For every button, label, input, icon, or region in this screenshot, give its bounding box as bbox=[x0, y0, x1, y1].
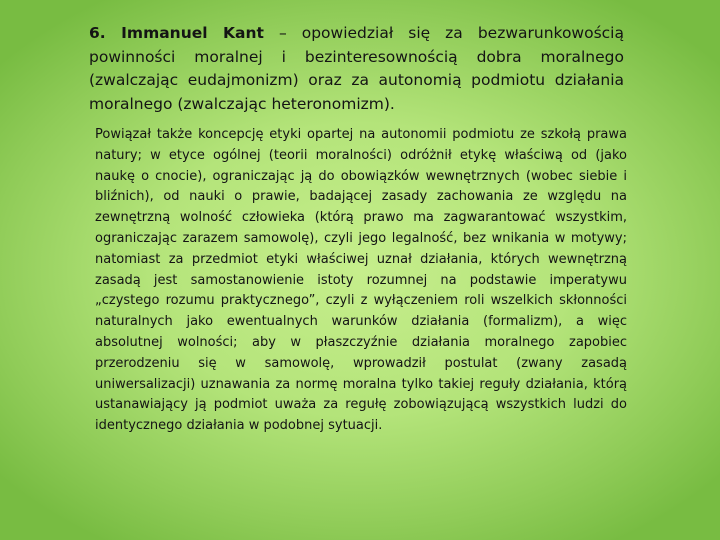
heading-number-name: 6. Immanuel Kant bbox=[89, 24, 264, 42]
heading-text: – opowiedział się za bezwarunkowością powinności moralnej i bezinteresownością dobra moralnego (zwalczając eudajmonizm) oraz za autonomią podmiotu działania moralnego (zwalczając heteronomizm). bbox=[89, 24, 624, 113]
slide-body-paragraph: Powiązał także koncepcję etyki opartej na autonomii podmiotu ze szkołą prawa natury; w etyce ogólnej (teorii moralności) odróżnił etykę właściwą od (jako naukę o cnocie), ograniczając ją do obowiązków wewnętrznych (wobec siebie i bliźnich), od nauki o prawie, badającej zasady zachowania ze względu na zewnętrzną wolność człowieka (którą prawo ma zagwarantować wszystkim, ograniczając zarazem samowolę), czyli jego legalność, bez wnikania w motywy; natomiast za przedmiot etyki właściwej uznał działania, których wewnętrzną zasadą jest samostanowienie istoty rozumnej na podstawie imperatywu „czystego rozumu praktycznego”, czyli z wyłączeniem roli wszelkich skłonności naturalnych jako ewentualnych warunków działania (formalizm), a więc absolutnej wolności; aby w płaszczyźnie działania moralnego zapobiec przerodzeniu się w samowolę, wprowadził postulat (zwany zasadą uniwersalizacji) uznawania za normę moralna tylko takiej reguły działania, którą ustanawiający ją podmiot uważa za regułę zobowiązującą wszystkich ludzi do identycznego działania w podobnej sytuacji. bbox=[95, 127, 627, 434]
slide-heading-paragraph bbox=[89, 22, 624, 116]
